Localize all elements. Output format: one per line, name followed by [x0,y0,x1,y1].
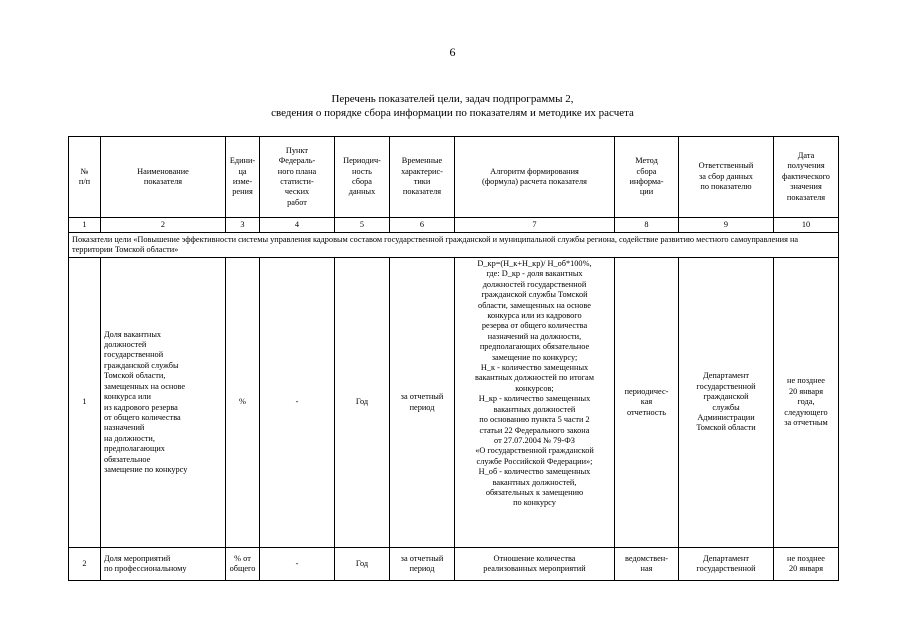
column-number: 8 [615,218,679,233]
date-cell: не позднее 20 января года, следующего за отчетным [774,258,839,548]
time-characteristic-cell: за отчетный период [390,548,455,581]
responsible-cell: Департамент государственной [679,548,774,581]
header-cell: Алгоритм формирования (формула) расчета показателя [455,137,615,218]
indicator-name: Доля мероприятий по профессиональному [101,548,226,581]
document-title [0,92,905,120]
page-number: 6 [449,45,456,59]
header-cell: Наименование показателя [101,137,226,218]
column-number: 3 [226,218,260,233]
section-title: Показатели цели «Повышение эффективности системы управления кадровым составом государственной гражданской и муниципальной службы региона, содействие развитию местного самоуправления на территории Томской области» [69,233,839,258]
header-cell: Временные характерис- тики показателя [390,137,455,218]
method-cell: периодичес- кая отчетность [615,258,679,548]
unit-cell: % от общего [226,548,260,581]
section-row [69,233,839,258]
column-number: 10 [774,218,839,233]
column-number-row [69,218,839,233]
title-line-1: Перечень показателей цели, задач подпрограммы 2, [331,93,574,105]
row-number: 1 [69,258,101,548]
date-cell: не позднее 20 января [774,548,839,581]
method-cell: ведомствен- ная [615,548,679,581]
indicator-name: Доля вакантных должностей государственной гражданской службы Томской области, замещенных на основе конкурса или из кадрового резерва от общего количества назначений на должности, предполагающих обязательное замещение по конкурсу [101,258,226,548]
row-number: 2 [69,548,101,581]
header-cell: Ответственный за сбор данных по показателю [679,137,774,218]
header-cell: Пункт Федераль- ного плана статисти- ческих работ [260,137,335,218]
responsible-cell: Департамент государственной гражданской службы Администрации Томской области [679,258,774,548]
header-cell: Метод сбора информа- ции [615,137,679,218]
column-number: 5 [335,218,390,233]
indicators-table [68,136,839,581]
column-number: 4 [260,218,335,233]
header-cell: № п/п [69,137,101,218]
header-cell: Едини- ца изме- рения [226,137,260,218]
column-number: 2 [101,218,226,233]
plan-item-cell: - [260,258,335,548]
table-row [69,258,839,548]
unit-cell: % [226,258,260,548]
table-row [69,548,839,581]
header-cell: Дата получения фактического значения показателя [774,137,839,218]
column-number: 1 [69,218,101,233]
header-cell: Периодич- ность сбора данных [335,137,390,218]
column-number: 9 [679,218,774,233]
column-number: 6 [390,218,455,233]
plan-item-cell: - [260,548,335,581]
column-number: 7 [455,218,615,233]
periodicity-cell: Год [335,258,390,548]
periodicity-cell: Год [335,548,390,581]
time-characteristic-cell: за отчетный период [390,258,455,548]
algorithm-cell: Отношение количества реализованных мероприятий [455,548,615,581]
title-line-2: сведения о порядке сбора информации по показателям и методике их расчета [271,107,634,119]
header-row [69,137,839,218]
algorithm-cell: D_кр=(Н_к+Н_кр)/ Н_об*100%, где: D_кр - доля вакантных должностей государственной гражданской службы Томской области, замещенных на основе конкурса или из кадрового резерва от общего количества назначений на должности, предполагающих обязательное замещение по конкурсу; Н_к - количество замещенных вакантных должностей по итогам конкурсов; Н_кр - количество замещенных вакантных должностей по основанию пункта 5 части 2 статьи 22 Федерального закона от 27.07.2004 № 79-ФЗ «О государственной гражданской службе Российской Федерации»; Н_об - количество замещенных вакантных должностей, обязательных к замещению по конкурсу [455,258,615,548]
